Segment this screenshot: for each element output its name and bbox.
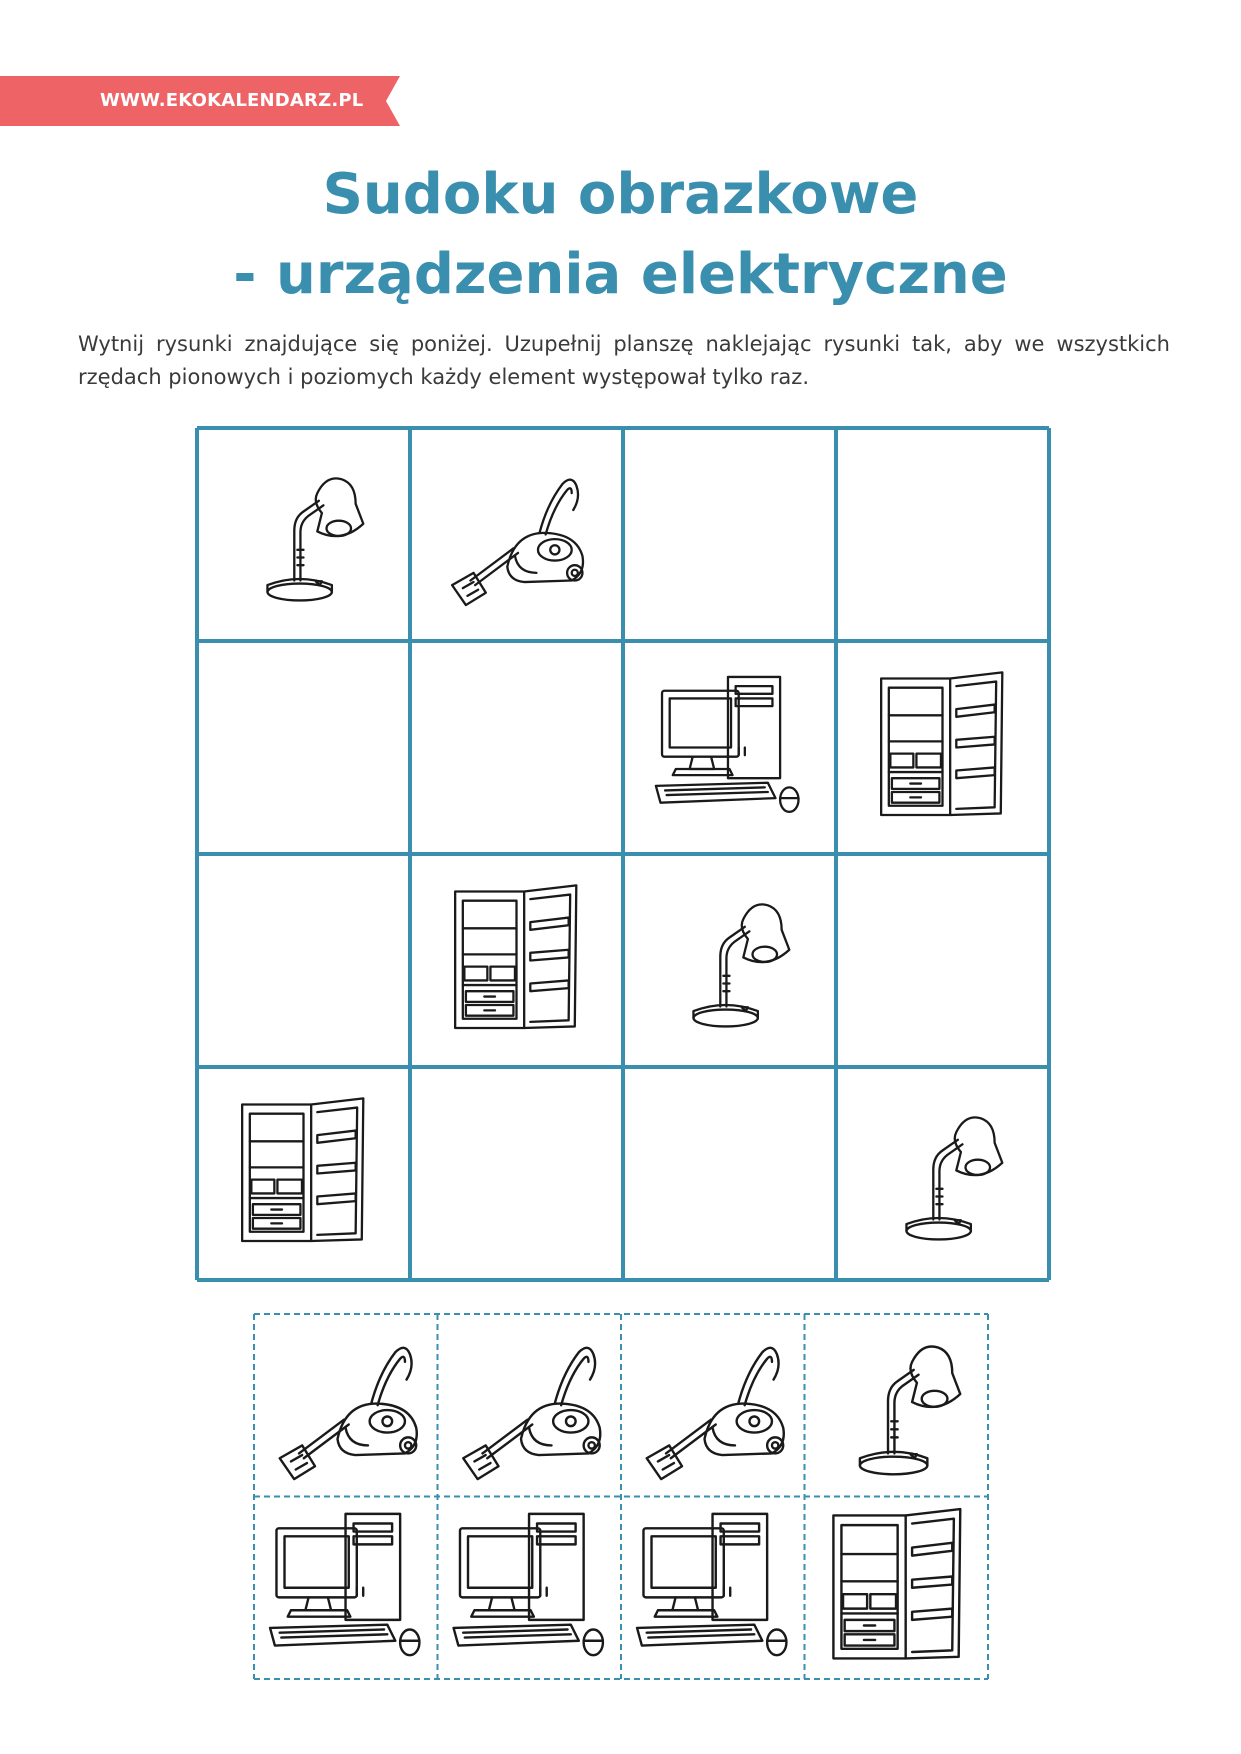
board-cell[interactable] [623, 1067, 836, 1280]
board-cell[interactable] [197, 641, 410, 854]
cutout-pieces [252, 1312, 990, 1681]
board-cell[interactable] [836, 854, 1049, 1067]
title-line-1: Sudoku obrazkowe [322, 162, 919, 227]
sudoku-board [194, 425, 1052, 1283]
cutout-piece[interactable] [438, 1314, 622, 1497]
board-cell[interactable] [836, 1067, 1049, 1280]
page-title [0, 155, 1241, 315]
board-cell[interactable] [623, 854, 836, 1067]
board-cell[interactable] [197, 428, 410, 641]
board-cell[interactable] [410, 641, 623, 854]
cutout-piece[interactable] [805, 1314, 989, 1497]
title-line-2: - urządzenia elektryczne [233, 242, 1008, 307]
board-cell[interactable] [623, 428, 836, 641]
board-cell[interactable] [836, 428, 1049, 641]
cutout-piece[interactable] [621, 1314, 805, 1497]
board-cell[interactable] [410, 1067, 623, 1280]
board-cell[interactable] [197, 854, 410, 1067]
board-cell[interactable] [410, 428, 623, 641]
cutout-piece[interactable] [254, 1314, 438, 1497]
website-url[interactable]: WWW.EKOKALENDARZ.PL [100, 90, 364, 111]
instructions-text: Wytnij rysunki znajdujące się poniżej. Uzupełnij planszę naklejając rysunki tak, aby we wszystkich rzędach pionowych i poziomych każdy element występował tylko raz. [78, 332, 1170, 389]
